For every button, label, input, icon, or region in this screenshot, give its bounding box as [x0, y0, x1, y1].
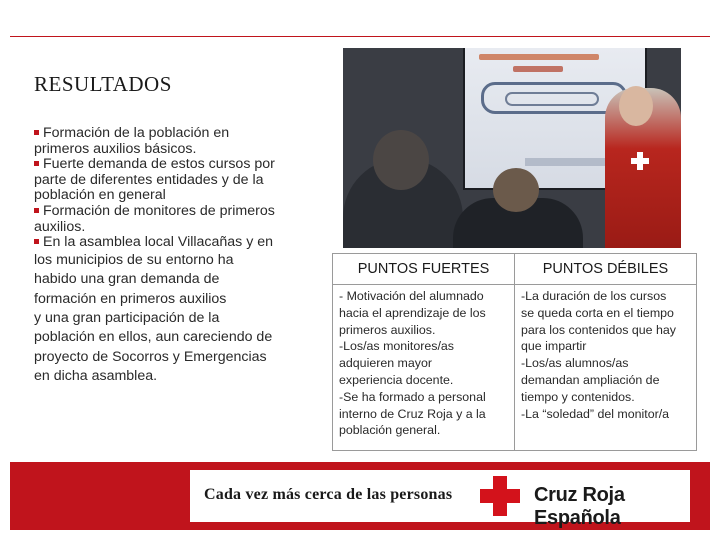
bullet-text: Fuerte demanda de estos cursos por: [43, 156, 275, 173]
bullet-item: [34, 204, 314, 235]
red-square-bullet-icon: [34, 208, 39, 213]
strengths-weaknesses-table: [332, 253, 697, 451]
audience-member: [453, 198, 583, 248]
bullet-text: Formación de la población en: [43, 125, 230, 141]
top-divider: [10, 36, 710, 37]
bullet-continuation: [34, 251, 314, 387]
bullet-item: [34, 235, 314, 251]
weaknesses-cell: -La duración de los cursos se queda corta en el tiempo para los contenidos que hay que impartir -Los/as alumnos/as demandan ampliación de tiempo y contenidos. -La “soledad” del monitor/a: [515, 285, 697, 451]
red-cross-icon: [480, 476, 520, 516]
red-square-bullet-icon: [34, 130, 39, 135]
bullet-text: auxilios.: [34, 218, 86, 235]
bullet-text: Formación de monitores de primeros: [43, 202, 275, 219]
bullet-text: En la asamblea local Villacañas y en: [43, 234, 274, 251]
bullet-text: en dicha asamblea.: [34, 368, 158, 385]
white-cross-icon: [631, 152, 649, 170]
red-cross-instructor: [605, 88, 681, 248]
results-bullet-list: [34, 126, 314, 387]
footer-banner: [10, 462, 710, 530]
bullet-text: proyecto de Socorros y Emergencias: [34, 348, 267, 365]
organization-name: Cruz Roja Española: [534, 484, 625, 529]
header-weaknesses: PUNTOS DÉBILES: [515, 254, 697, 285]
footer-slogan: Cada vez más cerca de las personas: [204, 486, 453, 503]
red-square-bullet-icon: [34, 239, 39, 244]
bullet-text: población en ellos, aun careciendo de: [34, 329, 273, 346]
slide-title: RESULTADOS: [34, 72, 172, 96]
bullet-text: formación en primeros auxilios: [34, 290, 227, 307]
table-row: [333, 285, 697, 451]
bullet-text: y una gran participación de la: [34, 309, 220, 326]
table-header-row: [333, 254, 697, 285]
bullet-text: primeros auxilios básicos.: [34, 140, 197, 157]
footer-logo-panel: [190, 470, 690, 529]
bullet-item: [34, 157, 314, 204]
classroom-photo: [343, 48, 681, 248]
bullet-text: los municipios de su entorno ha: [34, 251, 234, 268]
bullet-text: población en general: [34, 187, 166, 204]
header-strengths: PUNTOS FUERTES: [333, 254, 515, 285]
bullet-text: habido una gran demanda de: [34, 271, 220, 288]
strengths-cell: - Motivación del alumnado hacia el aprendizaje de los primeros auxilios. -Los/as monitores/as adquieren mayor experiencia docente. -Se ha formado a personal interno de Cruz Roja y a la población general.: [333, 285, 515, 451]
bullet-item: [34, 126, 314, 157]
audience-member: [343, 158, 463, 248]
red-square-bullet-icon: [34, 161, 39, 166]
bullet-text: parte de diferentes entidades y de la: [34, 171, 264, 188]
